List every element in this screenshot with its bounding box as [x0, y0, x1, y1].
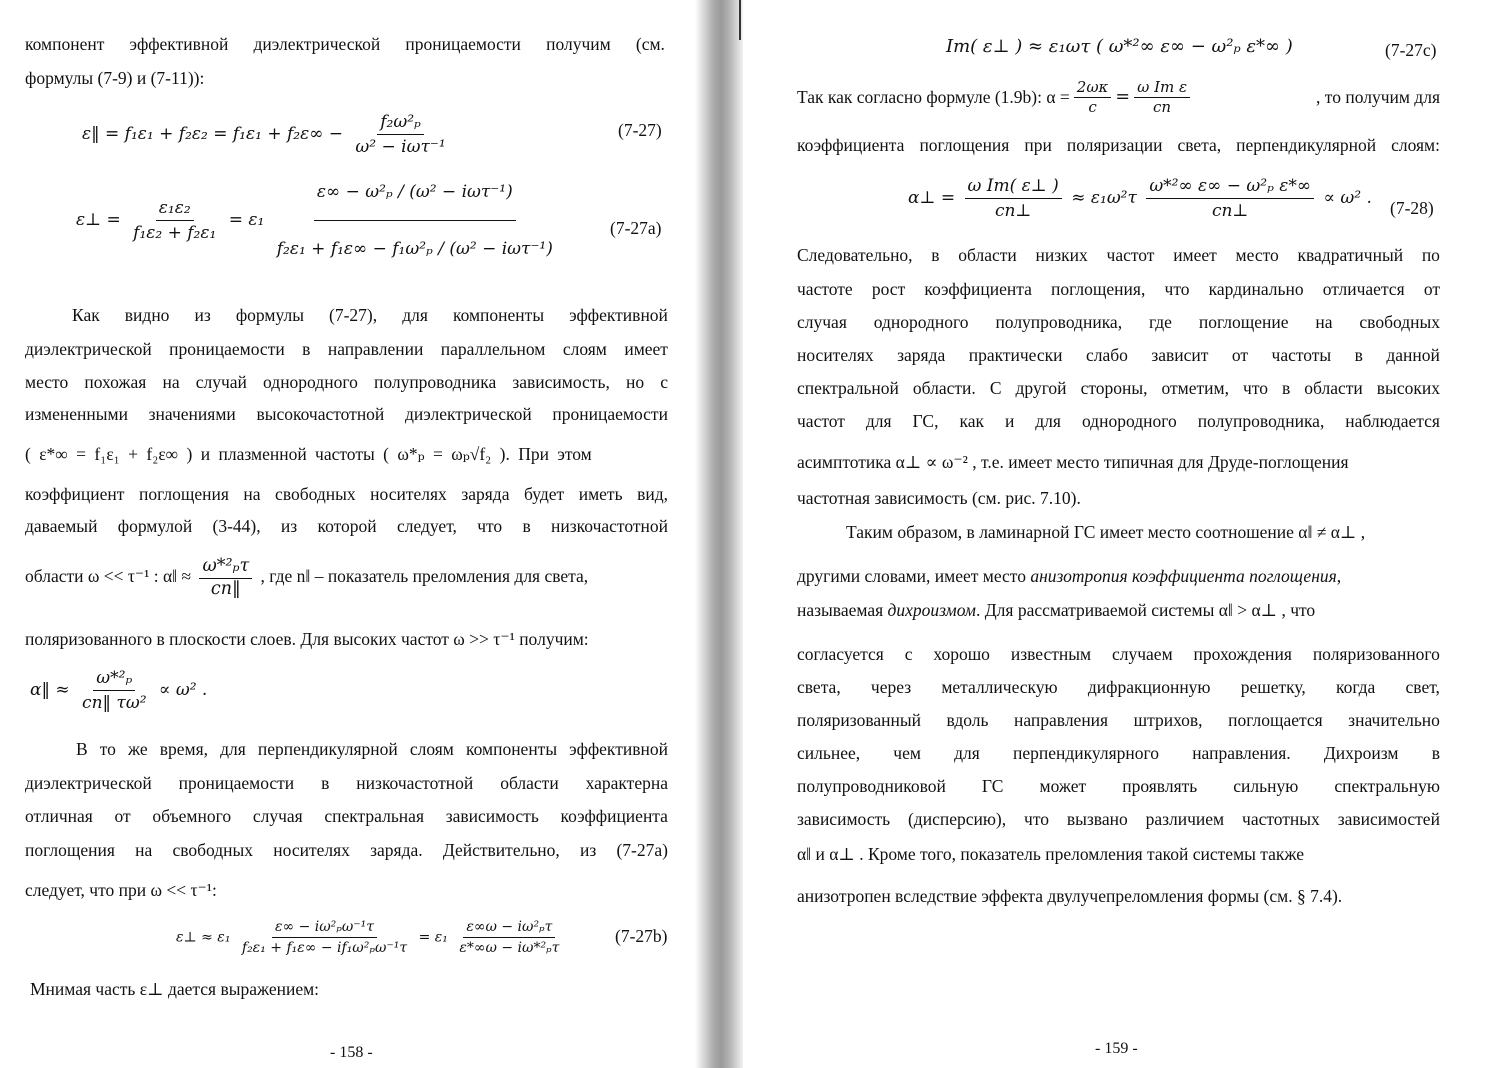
formula-text: Так как согласно формуле (1.9b): α =: [797, 86, 1070, 107]
word: зависит: [1151, 345, 1209, 365]
word: спектральная: [324, 806, 424, 826]
text-line: [797, 347, 1440, 365]
equation-fraction: [1146, 176, 1314, 221]
word: прохождения: [1193, 644, 1292, 664]
word: на: [162, 372, 180, 392]
text-line: анизотропен вследствие эффекта двулучепреломления формы (см. § 7.4).: [797, 886, 1343, 906]
equation-text: = ε₁: [418, 929, 448, 946]
word: частотных: [1242, 809, 1320, 829]
word: квадратичный: [1297, 245, 1404, 265]
word: свет,: [1405, 677, 1440, 697]
equation-fraction: [274, 182, 556, 259]
text-line: [797, 137, 1440, 155]
word: может: [1039, 776, 1087, 796]
equation-number: (7-27a): [610, 218, 662, 238]
fraction-numerator: ω*²ₚτ: [199, 558, 252, 579]
text-line: [797, 314, 1440, 332]
word: поглощения: [25, 840, 115, 860]
fraction-numerator: ε₁ε₂: [156, 198, 194, 221]
fraction-numerator: ω Im( ε⊥ ): [965, 176, 1062, 199]
equation-fraction: [352, 112, 448, 157]
word: стороны,: [1080, 378, 1148, 398]
word: спектральной: [797, 378, 899, 398]
word: из: [194, 305, 211, 325]
text-line: поляризованного в плоскости слоев. Для высоких частот ω >> τ⁻¹ получим:: [25, 629, 589, 649]
equation-fraction: [79, 668, 149, 713]
word: даваемый: [25, 516, 98, 536]
word: будет: [523, 484, 565, 504]
word: случаем: [1111, 644, 1173, 664]
word: (см.: [635, 34, 665, 54]
text-run: ,: [1336, 566, 1342, 586]
word: в: [1282, 378, 1291, 398]
word: данной: [1386, 345, 1440, 365]
text-line: [797, 712, 1440, 730]
word: другой: [1015, 378, 1067, 398]
word: значениями: [148, 404, 236, 424]
word: согласуется: [797, 644, 884, 664]
text-line: [797, 778, 1440, 796]
word: сильную: [1233, 776, 1299, 796]
word: отметим,: [1161, 378, 1229, 398]
text-line: [76, 741, 668, 759]
word: по: [1421, 245, 1440, 265]
formula-alpha-parallel: [30, 668, 207, 713]
word: что: [1243, 378, 1268, 398]
equation-7-27c: Im( ε⊥ ) ≈ ε₁ωτ ( ω*²∞ ε∞ − ω²ₚ ε*∞ ): [946, 36, 1293, 57]
word: для: [954, 743, 980, 763]
word: характерна: [585, 773, 668, 793]
word: штрихов,: [1133, 710, 1203, 730]
word: низкочастотной: [356, 773, 474, 793]
text-line: [797, 380, 1440, 398]
formula-line: [797, 80, 1440, 115]
text-line: [25, 374, 668, 392]
text-line: асимптотика α⊥ ∝ ω⁻² , т.е. имеет место типичная для Друде-поглощения: [797, 452, 1349, 472]
word: Следовательно,: [797, 245, 913, 265]
word: для: [402, 305, 428, 325]
equation-text: ε⊥ =: [76, 210, 121, 230]
right-page: [760, 0, 1498, 1068]
word: в: [931, 245, 940, 265]
word: слоям: [562, 339, 607, 359]
word: кардинально: [1208, 279, 1304, 299]
word: то: [99, 739, 116, 759]
text-line: Таким образом, в ламинарной ГС имеет место соотношение α‖ ≠ α⊥ ,: [846, 522, 1366, 542]
word: измененными: [25, 404, 128, 424]
word: в: [321, 773, 330, 793]
fraction-numerator: ε∞ω − iω²ₚτ: [463, 919, 555, 938]
word: в: [302, 339, 311, 359]
word: в: [522, 516, 531, 536]
word: что: [477, 516, 503, 536]
word: частот: [1106, 245, 1155, 265]
word: проницаемости: [405, 34, 521, 54]
word: свободных: [172, 840, 254, 860]
equation-7-28: [908, 176, 1372, 221]
word: проницаемости: [552, 404, 668, 424]
word: при: [1024, 135, 1052, 155]
word: заряда: [897, 345, 946, 365]
word: заряда.: [370, 840, 423, 860]
equation-text: α⊥ =: [908, 188, 956, 208]
equation-text: ε‖ = f₁ε₁ + f₂ε₂ = f₁ε₁ + f₂ε∞ −: [82, 124, 344, 144]
page-number: - 158 -: [330, 1044, 373, 1061]
word: частот: [797, 411, 845, 431]
word: время,: [159, 739, 209, 759]
word: которой: [317, 516, 377, 536]
word: Действительно,: [442, 840, 560, 860]
word: от: [1231, 345, 1249, 365]
formula-text: области ω << τ⁻¹ : α‖ ≈: [25, 566, 192, 587]
word: иметь: [578, 484, 623, 504]
term-anisotropy: анизотропия коэффициента поглощения: [1030, 566, 1337, 586]
word: области: [1304, 378, 1363, 398]
word: высокочастотной: [256, 404, 385, 424]
equation-number: (7-27c): [1385, 40, 1437, 60]
word: значительно: [1348, 710, 1440, 730]
word: и: [1004, 411, 1015, 431]
word: поглощения: [919, 135, 1010, 155]
word: полупроводниковой: [797, 776, 946, 796]
word: место: [25, 372, 69, 392]
page-number: - 159 -: [1095, 1040, 1138, 1057]
word: ГС: [981, 776, 1004, 796]
word: вдоль: [946, 710, 989, 730]
word: дифракционную: [1087, 677, 1211, 697]
word: диэлектрической: [405, 404, 532, 424]
word: поляризованного: [1312, 644, 1440, 664]
left-page: [0, 0, 700, 1068]
word: вызвано: [1066, 809, 1128, 829]
word: диэлектрической: [253, 34, 381, 54]
word: с: [660, 372, 668, 392]
text-run: называемая: [797, 600, 888, 620]
word: известным: [1010, 644, 1092, 664]
text-line: [25, 518, 668, 536]
word: для: [220, 739, 246, 759]
word: от: [1423, 279, 1440, 299]
text-line: [25, 36, 665, 54]
text-line: формулы (7-9) и (7-11)):: [25, 68, 205, 88]
equation-text: ≈ ε₁ω²τ: [1071, 188, 1137, 208]
text-line: [797, 811, 1440, 829]
word: в: [1431, 743, 1440, 763]
word: коэффициента: [560, 806, 668, 826]
word: перпендикулярной: [257, 739, 398, 759]
word: В: [76, 739, 88, 759]
formula-line: [25, 558, 588, 598]
word: компоненты: [465, 739, 558, 759]
word: наблюдается: [1345, 411, 1440, 431]
fraction-denominator: c: [1088, 98, 1097, 116]
word: поглощается: [1228, 710, 1323, 730]
word: направлении: [327, 339, 424, 359]
word: носителях: [273, 840, 350, 860]
text-line: [25, 808, 668, 826]
word: что: [1164, 279, 1190, 299]
word: полупроводника,: [1197, 411, 1325, 431]
formula-text: α‖ ≈: [30, 680, 70, 700]
fraction-numerator: 2ωκ: [1074, 80, 1112, 98]
formula-text: =: [1115, 86, 1131, 107]
word: решетку,: [1240, 677, 1306, 697]
word: поляризации: [1066, 135, 1163, 155]
word: металлическую: [941, 677, 1058, 697]
word: вид,: [637, 484, 668, 504]
word: компоненты: [452, 305, 545, 325]
word: через: [870, 677, 912, 697]
word: из: [580, 840, 597, 860]
text-line: Мнимая часть ε⊥ дается выражением:: [30, 979, 320, 999]
word: частоты: [1271, 345, 1332, 365]
word: перпендикулярного: [1012, 743, 1160, 763]
word: рост: [871, 279, 906, 299]
word: чем: [893, 743, 921, 763]
word: практически: [968, 345, 1063, 365]
word: направления: [1014, 710, 1109, 730]
fraction-numerator: ω*²ₚ: [93, 668, 135, 691]
word: следует,: [396, 516, 457, 536]
word: диэлектрической: [25, 339, 152, 359]
equation-7-27b: [176, 919, 566, 956]
fraction-numerator: ω Im ε: [1134, 80, 1190, 98]
word: Дихроизм: [1323, 743, 1399, 763]
word: носителях: [370, 484, 447, 504]
word: однородного: [263, 372, 358, 392]
word: диэлектрической: [25, 773, 152, 793]
word: (3-44),: [212, 516, 261, 536]
word: случая: [252, 806, 303, 826]
word: спектральную: [1334, 776, 1440, 796]
text-line: [25, 486, 668, 504]
word: (дисперсию),: [907, 809, 1007, 829]
word: в: [1354, 345, 1363, 365]
word: света,: [1177, 135, 1222, 155]
equation-7-27: [82, 112, 453, 157]
fraction-numerator: ε∞ − iω²ₚω⁻¹τ: [272, 919, 377, 938]
word: где: [1148, 312, 1172, 332]
word: зависимостей: [1337, 809, 1440, 829]
word: когда: [1335, 677, 1376, 697]
word: коэффициента: [797, 135, 905, 155]
word: низких: [1035, 245, 1088, 265]
equation-fraction: [239, 919, 410, 956]
word: различием: [1145, 809, 1225, 829]
word: низкочастотной: [551, 516, 668, 536]
fraction-denominator: f₁ε₂ + f₂ε₁: [133, 223, 217, 243]
equation-fraction: [456, 919, 562, 956]
word: что: [1024, 809, 1049, 829]
word: на: [243, 484, 261, 504]
text-run: . Для рассматриваемой системы α‖ > α⊥ , что: [975, 600, 1316, 620]
word: проявлять: [1122, 776, 1198, 796]
word: хорошо: [933, 644, 990, 664]
word: перпендикулярной: [1236, 135, 1377, 155]
word: видно: [124, 305, 170, 325]
word: параллельном: [440, 339, 546, 359]
term-dichroism: дихроизмом: [887, 600, 976, 620]
equation-fraction: [199, 558, 252, 598]
equation-7-27a: [76, 182, 560, 259]
word: поляризованный: [797, 710, 921, 730]
fraction-denominator: cn: [1153, 98, 1172, 116]
text-line: [25, 842, 668, 860]
word: же: [128, 739, 148, 759]
word: поглощения,: [1051, 279, 1146, 299]
word: ГС,: [912, 411, 939, 431]
equation-fraction: [1134, 80, 1190, 115]
formula-text: , то получим для: [1316, 86, 1440, 107]
equation-text: ∝ ω² .: [1323, 188, 1372, 208]
equation-fraction: [965, 176, 1062, 221]
word: на: [135, 840, 153, 860]
fraction-numerator: ω*²∞ ε∞ − ω²ₚ ε*∞: [1146, 176, 1314, 199]
word: слабо: [1085, 345, 1128, 365]
word: направления.: [1192, 743, 1291, 763]
book-gutter: [695, 0, 743, 1068]
word: поглощение: [1198, 312, 1289, 332]
word: коэффициент: [25, 484, 125, 504]
word: объемного: [152, 806, 232, 826]
fraction-denominator: cn⊥: [1211, 201, 1249, 221]
word: поглощения: [138, 484, 229, 504]
word: зависимость,: [512, 372, 610, 392]
word: похожая: [84, 372, 147, 392]
word: от: [114, 806, 131, 826]
text-run: другими словами, имеет место: [797, 566, 1031, 586]
fraction-denominator: cn⊥: [994, 201, 1032, 221]
fraction-denominator: f₂ε₁ + f₁ε∞ − f₁ω²ₚ / (ω² − iωτ⁻¹): [276, 239, 553, 259]
word: С: [989, 378, 1002, 398]
text-line: следует, что при ω << τ⁻¹:: [25, 880, 217, 900]
word: заряда: [461, 484, 510, 504]
word: но: [625, 372, 645, 392]
text-line: [72, 307, 668, 325]
text-line: [25, 406, 668, 424]
word: области: [958, 245, 1017, 265]
fraction-denominator: cn‖ τω²: [82, 693, 147, 713]
fraction-denominator: ε*∞ω − iω*²ₚτ: [459, 940, 560, 956]
word: коэффициента: [924, 279, 1032, 299]
equation-number: (7-27b): [615, 926, 668, 946]
word: для: [865, 411, 892, 431]
word: как: [959, 411, 984, 431]
word: проницаемости: [169, 339, 285, 359]
word: формулы: [235, 305, 304, 325]
word: однородного: [873, 312, 969, 332]
text-line: [797, 568, 1341, 586]
text-line: [797, 745, 1440, 763]
word: проницаемости: [178, 773, 295, 793]
word: отличная: [25, 806, 93, 826]
text-line: [25, 775, 668, 793]
word: с: [904, 644, 913, 664]
word: получим: [546, 34, 611, 54]
fraction-numerator: f₂ω²ₚ: [377, 112, 424, 135]
gutter-mark: [739, 0, 741, 40]
word: случая: [797, 312, 847, 332]
word: света,: [797, 677, 841, 697]
text-line: [797, 413, 1440, 431]
word: Как: [72, 305, 100, 325]
word: из: [280, 516, 298, 536]
word: зависимость: [797, 809, 891, 829]
word: эффективной: [569, 305, 668, 325]
fraction-numerator: ε∞ − ω²ₚ / (ω² − iωτ⁻¹): [314, 182, 516, 221]
word: (7-27а): [616, 840, 668, 860]
word: эффективной: [569, 739, 668, 759]
text-line: [797, 646, 1440, 664]
text-line: [25, 341, 668, 359]
formula-text: ∝ ω² .: [158, 680, 208, 700]
word: свободных: [1359, 312, 1440, 332]
fraction-denominator: f₂ε₁ + f₁ε∞ − if₁ω²ₚω⁻¹τ: [241, 940, 408, 956]
word: высоких: [1376, 378, 1440, 398]
word: слоям:: [1391, 135, 1440, 155]
fraction-denominator: ω² − iωτ⁻¹: [355, 137, 446, 157]
word: имеет: [1173, 245, 1217, 265]
text-line: частотная зависимость (см. рис. 7.10).: [797, 488, 1081, 508]
word: области: [500, 773, 559, 793]
text-line: ( ε*∞ = f₁ε₁ + f₂ε∞ ) и плазменной частоты ( ω*ₚ = ωₚ√f₂ ). При этом: [25, 444, 592, 464]
word: сильнее,: [797, 743, 861, 763]
fraction-denominator: cn‖: [210, 578, 241, 599]
word: для: [1035, 411, 1061, 431]
word: зависимость: [445, 806, 539, 826]
word: эффективной: [129, 34, 229, 54]
word: случай: [195, 372, 247, 392]
word: слоям: [409, 739, 454, 759]
equation-text: = ε₁: [228, 210, 265, 230]
word: компонент: [25, 34, 105, 54]
text-line: α‖ и α⊥ . Кроме того, показатель преломления такой системы также: [797, 844, 1305, 864]
word: отличается: [1322, 279, 1405, 299]
word: носителях: [797, 345, 874, 365]
equation-fraction: [130, 198, 219, 243]
word: имеет: [624, 339, 668, 359]
word: однородного: [1081, 411, 1177, 431]
word: частоте: [797, 279, 853, 299]
equation-number: (7-27): [618, 120, 662, 140]
equation-number: (7-28): [1390, 198, 1434, 218]
text-line: [797, 281, 1440, 299]
word: на: [1315, 312, 1333, 332]
text-line: [797, 602, 1315, 620]
word: свободных: [275, 484, 356, 504]
word: области.: [912, 378, 976, 398]
word: место: [1235, 245, 1279, 265]
formula-text: , где n‖ – показатель преломления для света,: [260, 566, 589, 587]
text-line: [797, 247, 1440, 265]
equation-text: ε⊥ ≈ ε₁: [176, 929, 231, 946]
word: формулой: [117, 516, 193, 536]
equation-fraction: [1074, 80, 1112, 115]
text-line: [797, 679, 1440, 697]
word: полупроводника: [373, 372, 497, 392]
word: полупроводника,: [995, 312, 1123, 332]
word: (7-27),: [329, 305, 378, 325]
